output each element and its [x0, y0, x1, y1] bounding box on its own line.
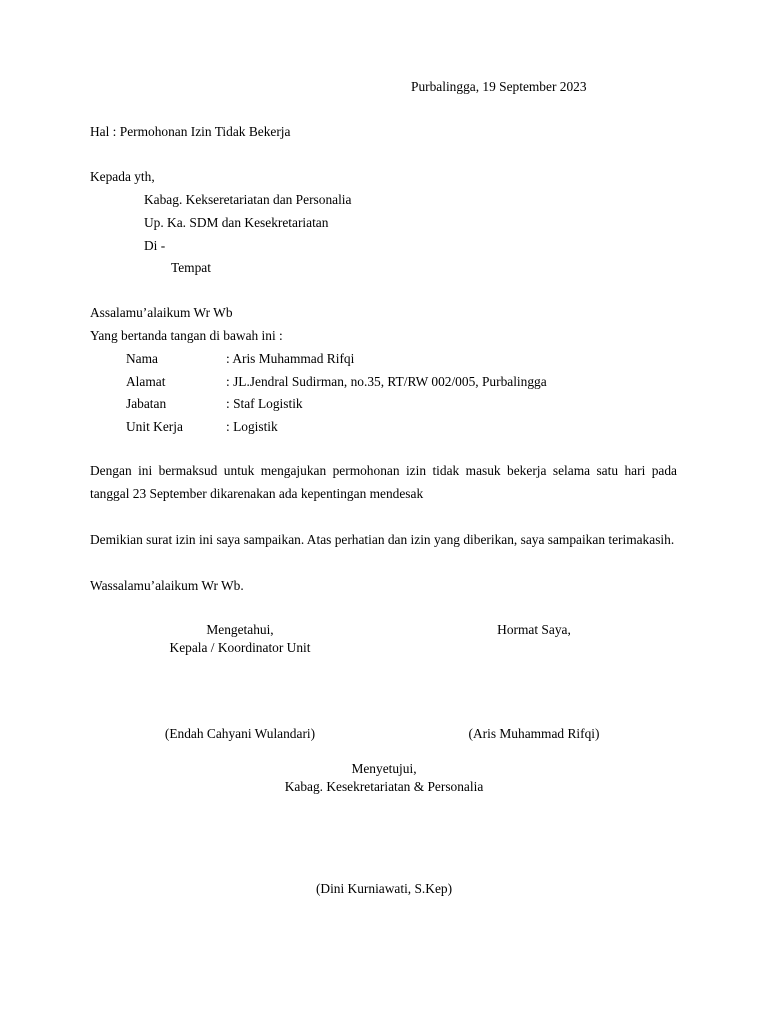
bottom-signature-title-1: Menyetujui,: [351, 761, 417, 776]
field-value: : Logistik: [226, 419, 278, 434]
recipient-salutation: Kepada yth,: [90, 169, 155, 184]
recipient-line-1: Kabag. Kekseretariatan dan Personalia: [144, 192, 352, 207]
left-signature-title-2: Kepala / Koordinator Unit: [169, 640, 311, 655]
body-paragraph: Dengan ini bermaksud untuk mengajukan permohonan izin tidak masuk bekerja selama satu hari pada tanggal 23 September dikarenakan ada kepentingan mendesak: [90, 463, 677, 501]
field-label: Unit Kerja: [126, 419, 183, 434]
recipient-line-4: Tempat: [171, 260, 211, 275]
bottom-signature-title-2: Kabag. Kesekretariatan & Personalia: [284, 779, 484, 794]
recipient-line-3: Di -: [144, 238, 166, 253]
field-label: Alamat: [126, 374, 166, 389]
field-row-alamat: [126, 374, 547, 390]
field-row-jabatan: [126, 396, 303, 412]
left-signature-title-1: Mengetahui,: [206, 622, 274, 637]
right-signature-title: Hormat Saya,: [497, 622, 571, 637]
field-label: Jabatan: [126, 396, 167, 411]
field-value: : JL.Jendral Sudirman, no.35, RT/RW 002/005, Purbalingga: [226, 374, 547, 389]
letter-subject: Hal : Permohonan Izin Tidak Bekerja: [90, 124, 291, 139]
right-signature-name: (Aris Muhammad Rifqi): [468, 726, 600, 741]
closing-paragraph: Demikian surat izin ini saya sampaikan. Atas perhatian dan izin yang diberikan, saya sampaikan terimakasih.: [90, 532, 675, 547]
field-value: : Staf Logistik: [226, 396, 303, 411]
field-row-nama: [126, 351, 354, 367]
intro-text: Yang bertanda tangan di bawah ini :: [90, 328, 283, 343]
field-value: : Aris Muhammad Rifqi: [226, 351, 355, 366]
left-signature-name: (Endah Cahyani Wulandari): [164, 726, 316, 741]
field-label: Nama: [126, 351, 158, 366]
greeting: Assalamu’alaikum Wr Wb: [90, 305, 233, 320]
bottom-signature-name: (Dini Kurniawati, S.Kep): [315, 881, 453, 896]
closing-greeting: Wassalamu’alaikum Wr Wb.: [90, 578, 244, 593]
place-date: Purbalingga, 19 September 2023: [411, 79, 587, 94]
field-row-unit-kerja: [126, 419, 278, 435]
recipient-line-2: Up. Ka. SDM dan Kesekretariatan: [144, 215, 329, 230]
